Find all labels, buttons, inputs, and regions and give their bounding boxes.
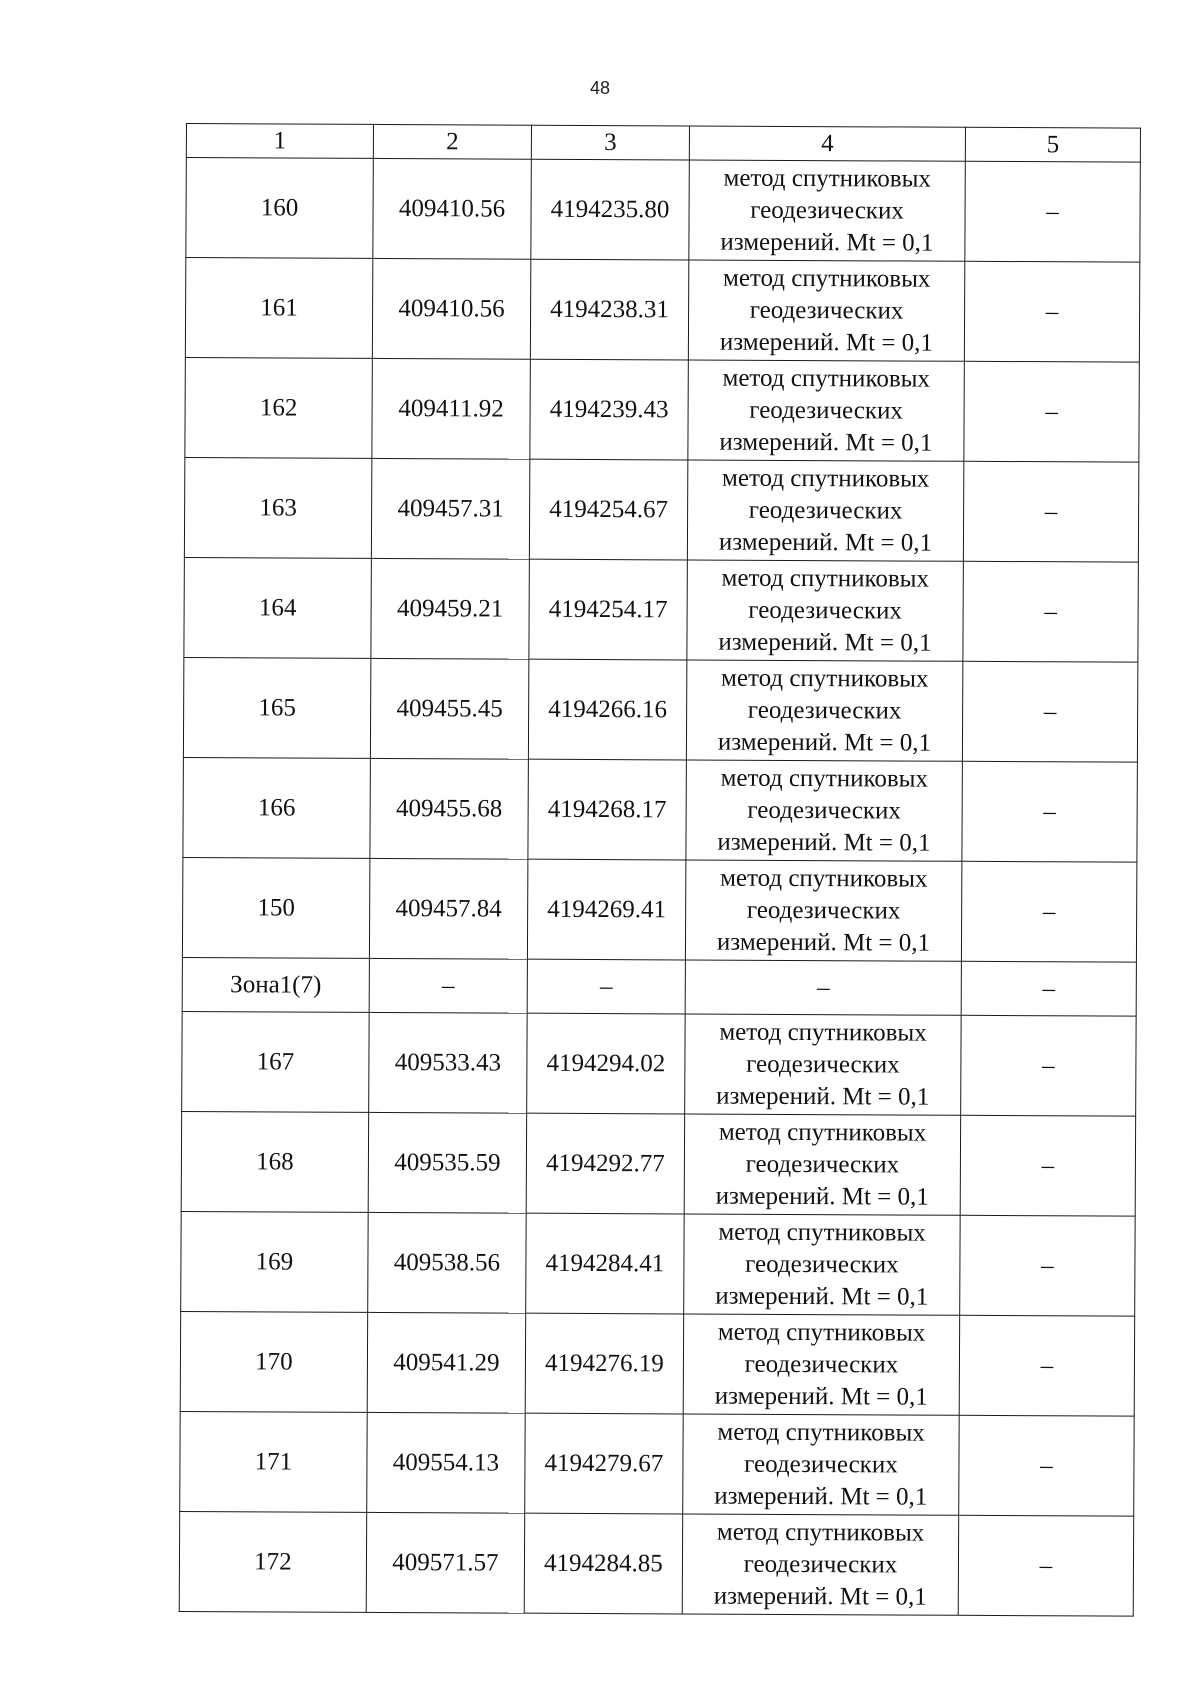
note-cell: – — [960, 1215, 1135, 1316]
method-line: измерений. Mt = 0,1 — [718, 528, 933, 557]
y-coordinate-cell: 4194238.31 — [530, 259, 688, 360]
table-row — [179, 1511, 1133, 1616]
y-coordinate-cell: 4194269.41 — [527, 859, 685, 960]
method-line: геодезических — [746, 1050, 900, 1078]
method-line: измерений. Mt = 0,1 — [715, 1182, 929, 1211]
x-coordinate-cell: 409554.13 — [367, 1412, 525, 1513]
table-row — [182, 1011, 1136, 1116]
method-line: измерений. Mt = 0,1 — [714, 1482, 928, 1511]
method-line: геодезических — [747, 696, 902, 725]
x-coordinate-cell: – — [369, 958, 527, 1013]
header-col-3: 3 — [531, 125, 689, 160]
point-number-cell: 150 — [182, 857, 369, 958]
x-coordinate-cell: 409533.43 — [369, 1012, 527, 1113]
method-line: измерений. Mt = 0,1 — [719, 328, 934, 357]
method-line: метод спутниковых — [720, 864, 928, 893]
x-coordinate-cell: 409457.84 — [369, 858, 527, 959]
method-line: геодезических — [749, 296, 904, 325]
table-body — [179, 158, 1140, 1617]
method-cell — [683, 1314, 959, 1415]
method-line: метод спутниковых — [716, 1518, 925, 1547]
note-cell: – — [964, 261, 1139, 362]
method-line: геодезических — [747, 796, 902, 825]
method-line: геодезических — [748, 596, 902, 625]
coordinates-table — [179, 123, 1141, 1617]
table-row — [181, 1211, 1135, 1316]
note-cell: – — [964, 361, 1139, 462]
table-row-zone — [182, 957, 1136, 1016]
method-cell — [682, 1514, 958, 1615]
point-number-cell: 160 — [186, 158, 373, 259]
method-cell — [685, 860, 961, 961]
header-col-4: 4 — [689, 126, 965, 161]
point-number-cell: 163 — [184, 457, 371, 558]
method-line: геодезических — [745, 1150, 900, 1178]
method-line: метод спутниковых — [717, 1418, 925, 1447]
note-cell: – — [963, 561, 1138, 662]
method-line: геодезических — [743, 1550, 898, 1578]
note-cell: – — [960, 1115, 1135, 1216]
method-line: метод спутниковых — [720, 764, 929, 793]
method-line: метод спутниковых — [718, 1218, 926, 1247]
point-number-cell: Зона1(7) — [182, 957, 369, 1012]
method-line: измерений. Mt = 0,1 — [715, 1282, 929, 1311]
method-cell — [689, 160, 965, 261]
table-row — [181, 1111, 1135, 1216]
method-cell — [687, 560, 963, 661]
table-row — [180, 1411, 1134, 1516]
method-line: метод спутниковых — [722, 364, 931, 393]
method-line: измерений. Mt = 0,1 — [719, 428, 933, 457]
method-cell — [684, 1214, 960, 1315]
method-line: геодезических — [749, 396, 903, 425]
note-cell: – — [958, 1515, 1133, 1616]
table-row — [185, 357, 1139, 462]
table-row — [183, 757, 1137, 862]
header-col-5: 5 — [965, 127, 1140, 162]
note-cell: – — [961, 1015, 1136, 1116]
method-line: геодезических — [744, 1350, 899, 1378]
note-cell: – — [959, 1315, 1134, 1416]
x-coordinate-cell: 409455.68 — [370, 758, 528, 859]
x-coordinate-cell: 409457.31 — [371, 458, 529, 559]
point-number-cell: 171 — [180, 1411, 367, 1512]
point-number-cell: 165 — [183, 657, 370, 758]
point-number-cell: 168 — [181, 1111, 368, 1212]
method-line: метод спутниковых — [717, 1318, 926, 1347]
header-row — [186, 124, 1140, 163]
table-row — [180, 1311, 1134, 1416]
x-coordinate-cell: 409410.56 — [372, 258, 530, 359]
method-line: метод спутниковых — [722, 464, 930, 493]
x-coordinate-cell: 409410.56 — [373, 158, 531, 259]
method-line: измерений. Mt = 0,1 — [718, 628, 932, 657]
method-line: геодезических — [750, 196, 904, 225]
method-line: измерений. Mt = 0,1 — [720, 228, 934, 257]
point-number-cell: 172 — [179, 1511, 366, 1612]
note-cell: – — [961, 861, 1136, 962]
table-row — [183, 657, 1137, 762]
method-line: измерений. Mt = 0,1 — [716, 1082, 930, 1111]
y-coordinate-cell: 4194268.17 — [528, 759, 686, 860]
method-cell — [684, 1114, 960, 1215]
method-line: измерений. Mt = 0,1 — [717, 728, 932, 757]
method-cell — [685, 960, 961, 1015]
y-coordinate-cell: 4194279.67 — [525, 1413, 683, 1514]
table-row — [186, 158, 1140, 263]
table-row — [182, 857, 1136, 962]
y-coordinate-cell: 4194276.19 — [525, 1313, 683, 1414]
y-coordinate-cell: – — [527, 959, 685, 1014]
table-header — [186, 124, 1140, 163]
method-line: измерений. Mt = 0,1 — [714, 1382, 928, 1411]
method-line: метод спутниковых — [722, 264, 931, 293]
x-coordinate-cell: 409538.56 — [368, 1212, 526, 1313]
y-coordinate-cell: 4194284.85 — [524, 1513, 682, 1614]
method-cell — [688, 260, 964, 361]
method-line: геодезических — [745, 1250, 899, 1278]
x-coordinate-cell: 409541.29 — [367, 1312, 525, 1413]
point-number-cell: 164 — [184, 557, 371, 658]
x-coordinate-cell: 409455.45 — [370, 658, 528, 759]
y-coordinate-cell: 4194239.43 — [530, 359, 688, 460]
table-row — [184, 557, 1138, 662]
note-cell: – — [965, 161, 1140, 262]
x-coordinate-cell: 409459.21 — [371, 558, 529, 659]
method-cell — [686, 660, 962, 761]
method-line: геодезических — [746, 896, 901, 925]
method-line: измерений. Mt = 0,1 — [717, 828, 931, 857]
method-cell — [687, 460, 963, 561]
point-number-cell: 170 — [180, 1311, 367, 1412]
method-cell — [685, 1014, 961, 1115]
method-line: – — [816, 973, 830, 1001]
note-cell: – — [962, 761, 1137, 862]
note-cell: – — [961, 961, 1136, 1016]
note-cell: – — [962, 661, 1137, 762]
point-number-cell: 169 — [181, 1211, 368, 1312]
note-cell: – — [959, 1415, 1134, 1516]
method-cell — [683, 1414, 959, 1515]
y-coordinate-cell: 4194254.17 — [529, 559, 687, 660]
y-coordinate-cell: 4194294.02 — [527, 1013, 685, 1114]
point-number-cell: 161 — [185, 258, 372, 359]
y-coordinate-cell: 4194254.67 — [529, 459, 687, 560]
x-coordinate-cell: 409411.92 — [372, 358, 530, 459]
page-number: 48 — [589, 78, 611, 98]
method-line: геодезических — [744, 1450, 898, 1478]
header-col-2: 2 — [373, 124, 531, 159]
method-line: метод спутниковых — [718, 1118, 927, 1147]
x-coordinate-cell: 409571.57 — [366, 1512, 524, 1613]
y-coordinate-cell: 4194235.80 — [531, 159, 689, 260]
x-coordinate-cell: 409535.59 — [368, 1112, 526, 1213]
method-line: метод спутниковых — [723, 164, 932, 193]
table-row — [184, 457, 1138, 562]
header-col-1: 1 — [186, 124, 373, 159]
y-coordinate-cell: 4194292.77 — [526, 1113, 684, 1214]
method-cell — [688, 360, 964, 461]
method-line: метод спутниковых — [721, 664, 929, 693]
method-cell — [686, 760, 962, 861]
method-line: измерений. Mt = 0,1 — [716, 928, 931, 957]
method-line: метод спутниковых — [721, 564, 930, 593]
point-number-cell: 162 — [185, 357, 372, 458]
y-coordinate-cell: 4194266.16 — [528, 659, 686, 760]
method-line: геодезических — [748, 496, 903, 525]
table-row — [185, 258, 1139, 363]
y-coordinate-cell: 4194284.41 — [526, 1213, 684, 1314]
point-number-cell: 166 — [183, 757, 370, 858]
method-line: измерений. Mt = 0,1 — [713, 1582, 927, 1611]
method-line: метод спутниковых — [719, 1018, 927, 1047]
note-cell: – — [963, 461, 1138, 562]
point-number-cell: 167 — [182, 1011, 369, 1112]
